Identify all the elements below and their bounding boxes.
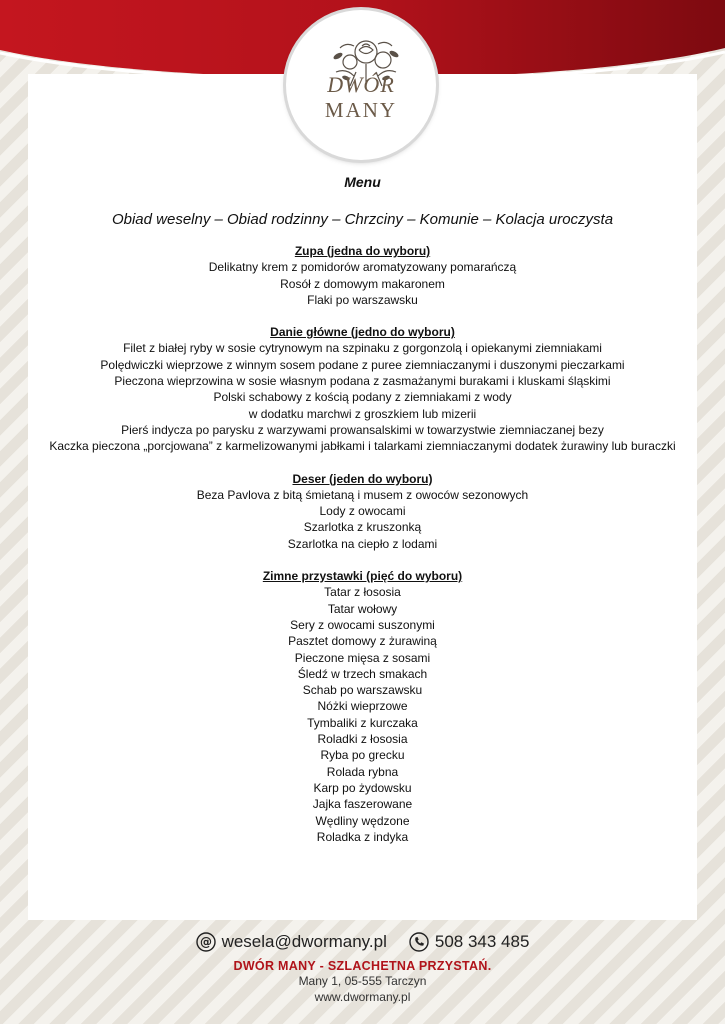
menu-item: Filet z białej ryby w sosie cytrynowym na szpinaku z gorgonzolą i opiekanymi ziemniakami [123, 341, 602, 356]
menu-subtitle: Obiad weselny – Obiad rodzinny – Chrzciny – Komunie – Kolacja uroczysta [111, 211, 614, 228]
menu-item: Roladki z łososia [317, 732, 408, 747]
email-contact[interactable] [196, 932, 387, 952]
menu-item: Karp po żydowsku [313, 780, 412, 795]
logo-text-many: MANY [324, 98, 398, 122]
address: Many 1, 05-555 Tarczyn [298, 974, 427, 988]
menu-item: Pierś indycza po parysku z warzywami prowansalskimi w towarzystwie ziemniaczanej bezy [121, 422, 604, 437]
menu-item: Delikatny krem z pomidorów aromatyzowany pomarańczą [208, 260, 517, 275]
menu-item: Beza Pavlova z bitą śmietaną i musem z owoców sezonowych [196, 487, 529, 502]
menu-item: Roladka z indyka [316, 829, 409, 844]
menu-item: Tatar wołowy [327, 601, 398, 616]
phone-icon [409, 932, 429, 952]
menu-item: Pieczona wieprzowina w sosie własnym podana z zasmażanymi burakami i kluskami śląskimi [114, 374, 611, 389]
menu-title: Menu [344, 174, 381, 190]
website-link[interactable]: www.dwormany.pl [314, 990, 411, 1004]
section-heading: Zupa (jedna do wyboru) [294, 244, 431, 258]
email-address[interactable]: wesela@dwormany.pl [221, 932, 387, 951]
phone-contact[interactable] [409, 932, 530, 952]
menu-item: Rosół z domowym makaronem [280, 276, 445, 291]
menu-item: Jajka faszerowane [312, 797, 413, 812]
menu-item: Flaki po warszawsku [307, 292, 418, 307]
menu-item: Pasztet domowy z żurawiną [288, 634, 437, 649]
contact-row [0, 928, 725, 956]
menu-item: Szarlotka z kruszonką [303, 520, 422, 535]
at-sign-icon [196, 932, 216, 952]
menu-item: Polędwiczki wieprzowe z winnym sosem podane z puree ziemniaczanymi i duszonymi pieczarkami [100, 357, 625, 372]
menu-item: Polski schabowy z kością podany z ziemniakami z wody [213, 390, 512, 405]
phone-number[interactable]: 508 343 485 [434, 932, 530, 951]
menu-item: Lody z owocami [319, 504, 406, 519]
section-main-course [28, 324, 697, 454]
section-heading: Danie główne (jedno do wyboru) [270, 325, 455, 340]
logo-text-dwor: DWÓR [327, 72, 395, 97]
menu-item: Ryba po grecku [320, 748, 405, 763]
section-heading: Zimne przystawki (pięć do wyboru) [262, 569, 463, 584]
menu-item: Schab po warszawsku [302, 683, 423, 698]
menu-item: Rolada rybna [326, 764, 399, 779]
menu-item: Pieczone mięsa z sosami [294, 650, 431, 665]
menu-item: Śledź w trzech smakach [297, 666, 428, 681]
brand-name: DWÓR MANY - SZLACHETNA PRZYSTAŃ. [233, 959, 492, 973]
menu-item: Wędliny wędzone [315, 813, 410, 828]
svg-text:@: @ [199, 935, 212, 950]
menu-item: Kaczka pieczona „porcjowana” z karmelizowanymi jabłkami i talarkami ziemniaczanymi dodatek żurawiny lub buraczki [49, 439, 676, 454]
menu-item: Tymbaliki z kurczaka [307, 715, 418, 730]
footer [0, 928, 725, 1005]
logo [286, 10, 436, 160]
section-cold-starters [28, 568, 697, 845]
section-soup [28, 243, 697, 308]
section-heading: Deser (jeden do wyboru) [292, 471, 433, 486]
menu-item: Sery z owocami suszonymi [290, 617, 435, 632]
menu-item: w dodatku marchwi z groszkiem lub mizerii [248, 406, 477, 421]
menu-item: Tatar z łososia [324, 585, 401, 600]
menu-item: Szarlotka na ciepło z lodami [287, 536, 438, 551]
menu-content [28, 172, 697, 861]
section-dessert [28, 471, 697, 552]
menu-item: Nóżki wieprzowe [317, 699, 408, 714]
